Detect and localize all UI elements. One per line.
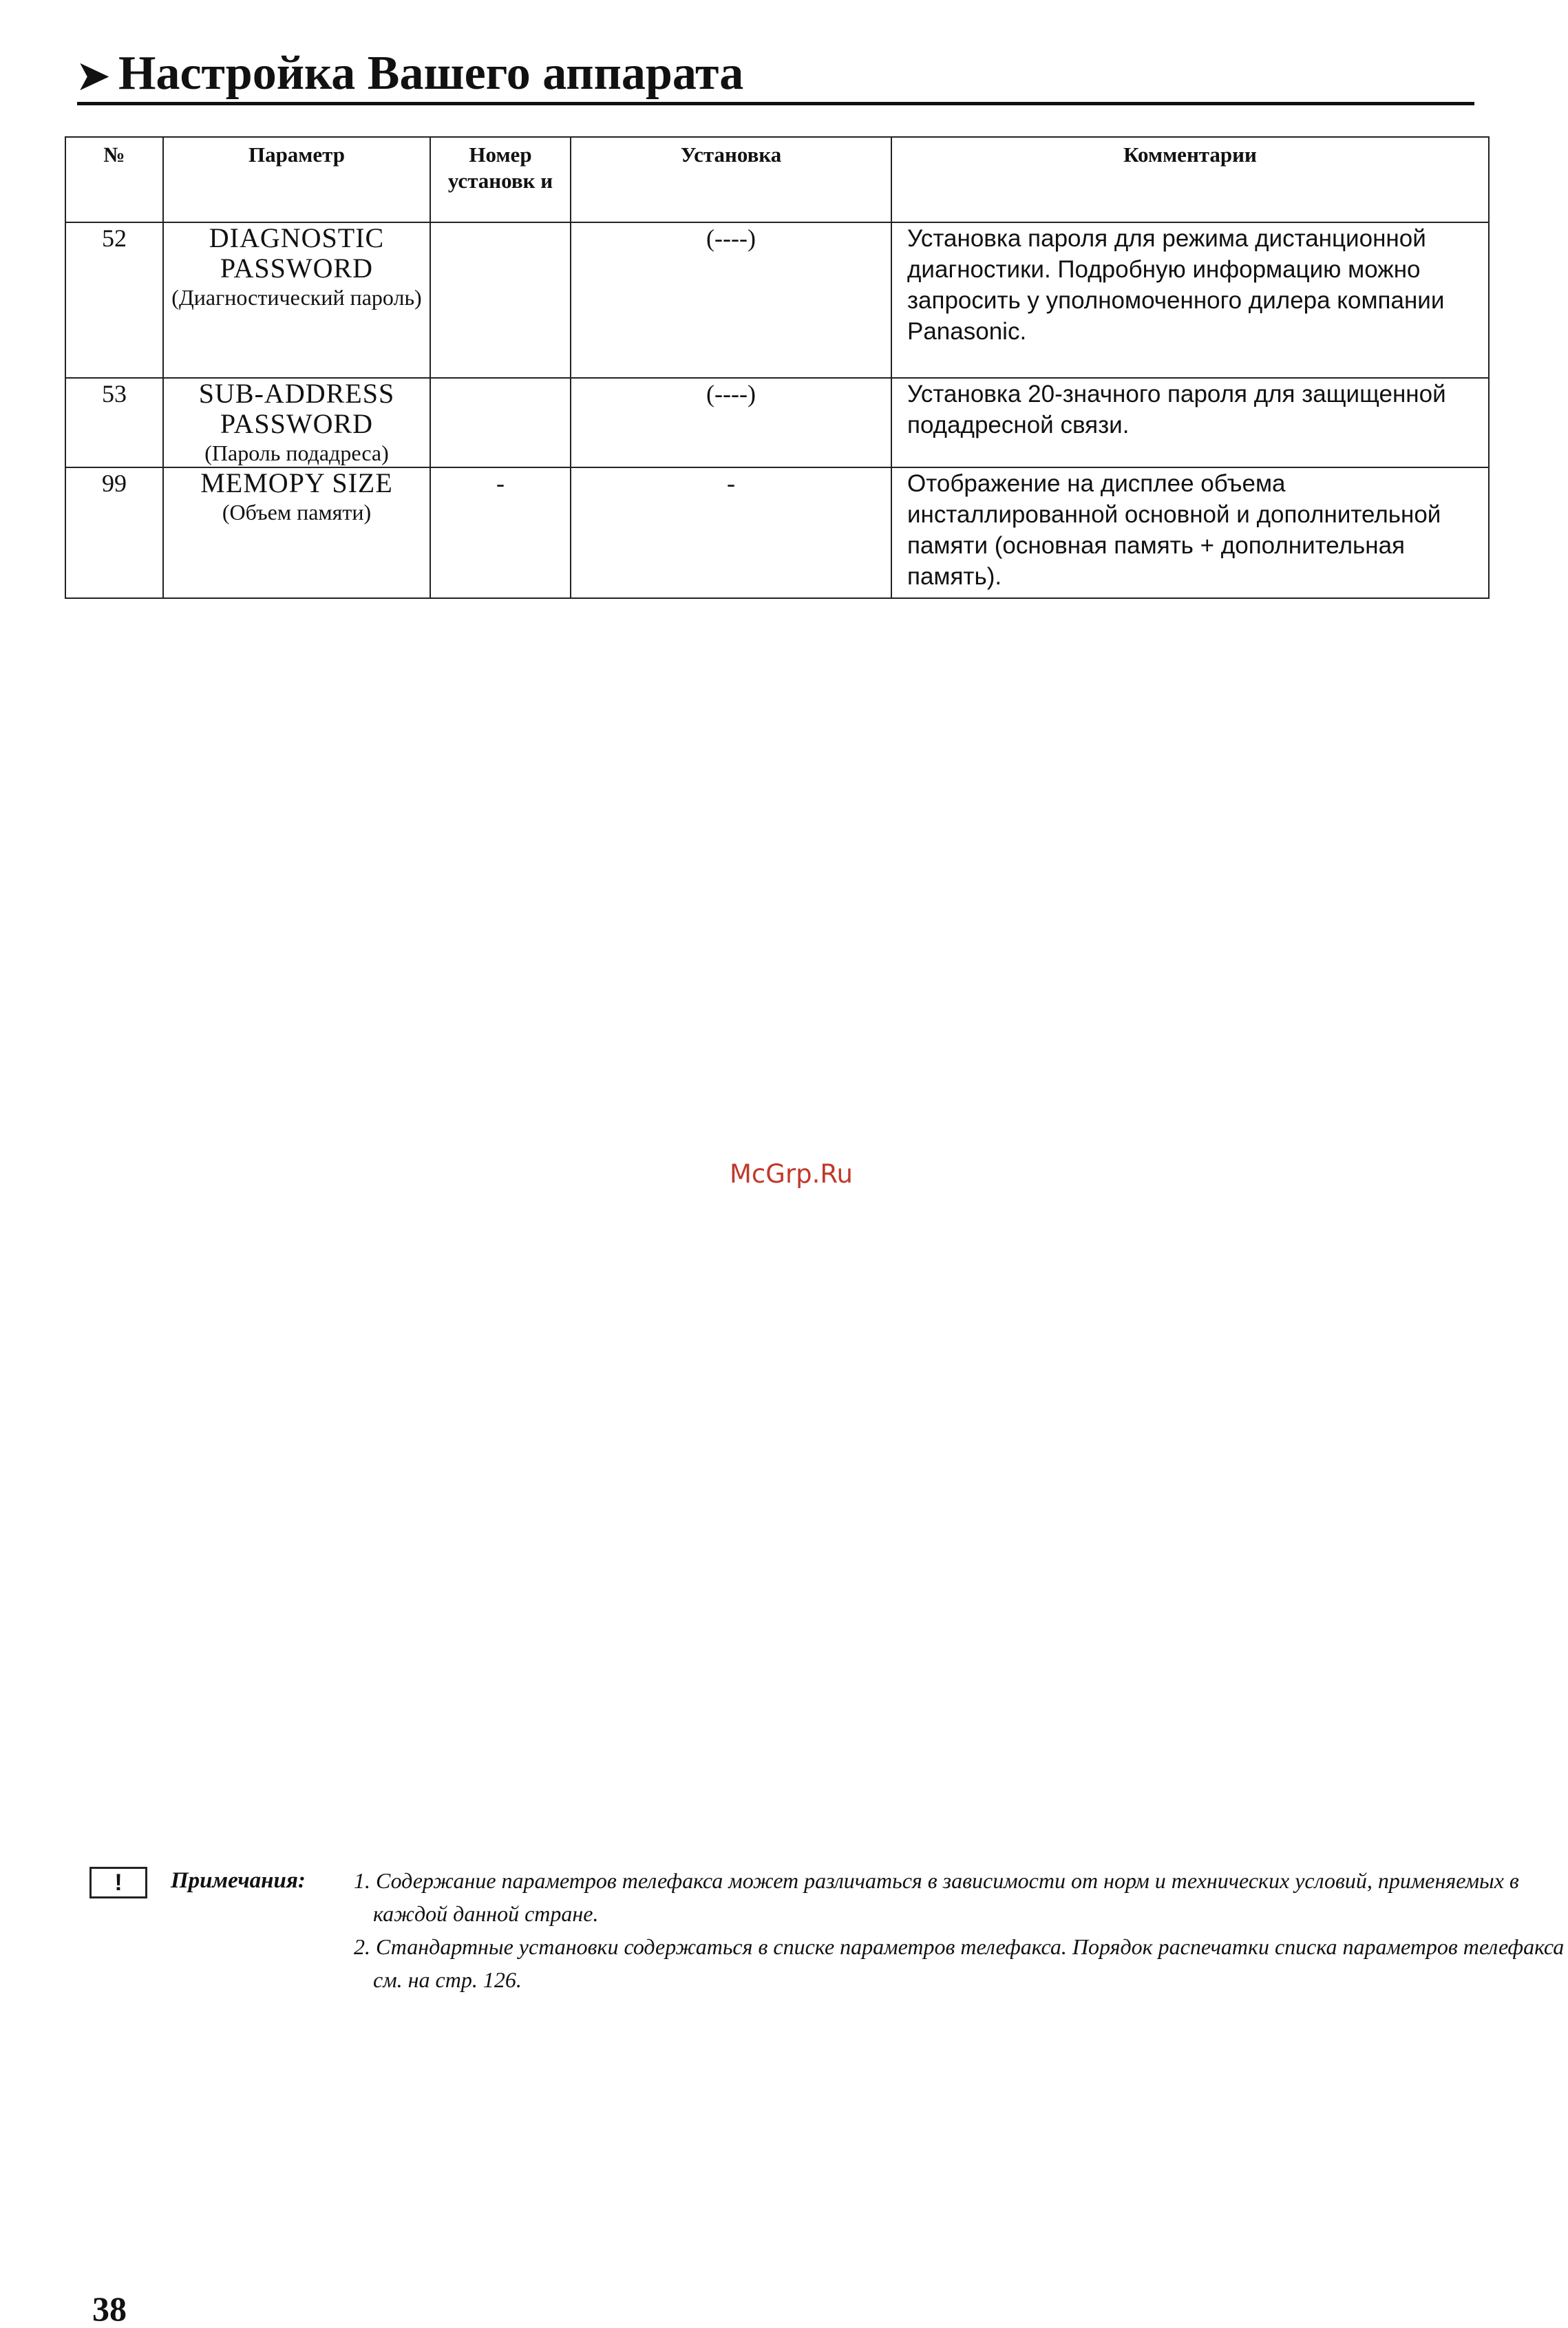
row-comment: Отображение на дисплее объема инсталлированной основной и дополнительной памяти (основная память + дополнительная память). <box>891 467 1489 598</box>
exclamation-icon: ! <box>89 1867 147 1898</box>
row-number: 53 <box>65 378 163 467</box>
page-title-text: Настройка Вашего аппарата <box>118 47 744 100</box>
notes-label: Примечания: <box>171 1868 306 1893</box>
row-comment: Установка 20-значного пароля для защищенной подадресной связи. <box>891 378 1489 467</box>
header-comments: Комментарии <box>891 137 1489 222</box>
parameter-name: MEMOPY SIZE <box>200 467 393 498</box>
header-setting: Установка <box>571 137 891 222</box>
parameter-name-ru: (Диагностический пароль) <box>171 285 422 310</box>
row-setting: (----) <box>571 222 891 378</box>
row-setting: - <box>571 467 891 598</box>
row-setting-number: - <box>430 467 571 598</box>
note-item: 1. Содержание параметров телефакса может различаться в зависимости от норм и технических условий, применяемых в каждой данной стране. <box>354 1868 1519 1926</box>
table-row <box>65 467 1489 598</box>
page-title <box>77 43 743 110</box>
page-number: 38 <box>92 2289 127 2328</box>
parameter-name-ru: (Объем памяти) <box>222 500 372 525</box>
row-number: 52 <box>65 222 163 378</box>
row-setting-number <box>430 378 571 467</box>
parameter-name: DIAGNOSTIC PASSWORD <box>209 222 385 284</box>
parameter-name: SUB-ADDRESS PASSWORD <box>198 378 395 439</box>
table-header-row <box>65 137 1489 222</box>
row-parameter <box>163 378 430 467</box>
row-number: 99 <box>65 467 163 598</box>
header-parameter: Параметр <box>163 137 430 222</box>
row-setting-number <box>430 222 571 378</box>
parameter-name-ru: (Пароль подадреса) <box>204 441 389 465</box>
table-row <box>65 378 1489 467</box>
header-number: № <box>65 137 163 222</box>
header-setting-number: Номер установк и <box>430 137 571 222</box>
arrow-right-icon: ➤ <box>77 55 109 98</box>
row-setting: (----) <box>571 378 891 467</box>
title-underline <box>77 102 1474 105</box>
row-parameter <box>163 222 430 378</box>
parameters-table <box>65 136 1490 599</box>
watermark-link[interactable]: McGrp.Ru <box>730 1159 853 1189</box>
note-item: 2. Стандартные установки содержаться в списке параметров телефакса. Порядок распечатки списка параметров телефакса см. на стр. 126. <box>354 1934 1565 1992</box>
row-parameter <box>163 467 430 598</box>
notes-list <box>354 1864 1568 1996</box>
row-comment: Установка пароля для режима дистанционной диагностики. Подробную информацию можно запросить у уполномоченного дилера компании Panasonic. <box>891 222 1489 378</box>
table-row <box>65 222 1489 378</box>
